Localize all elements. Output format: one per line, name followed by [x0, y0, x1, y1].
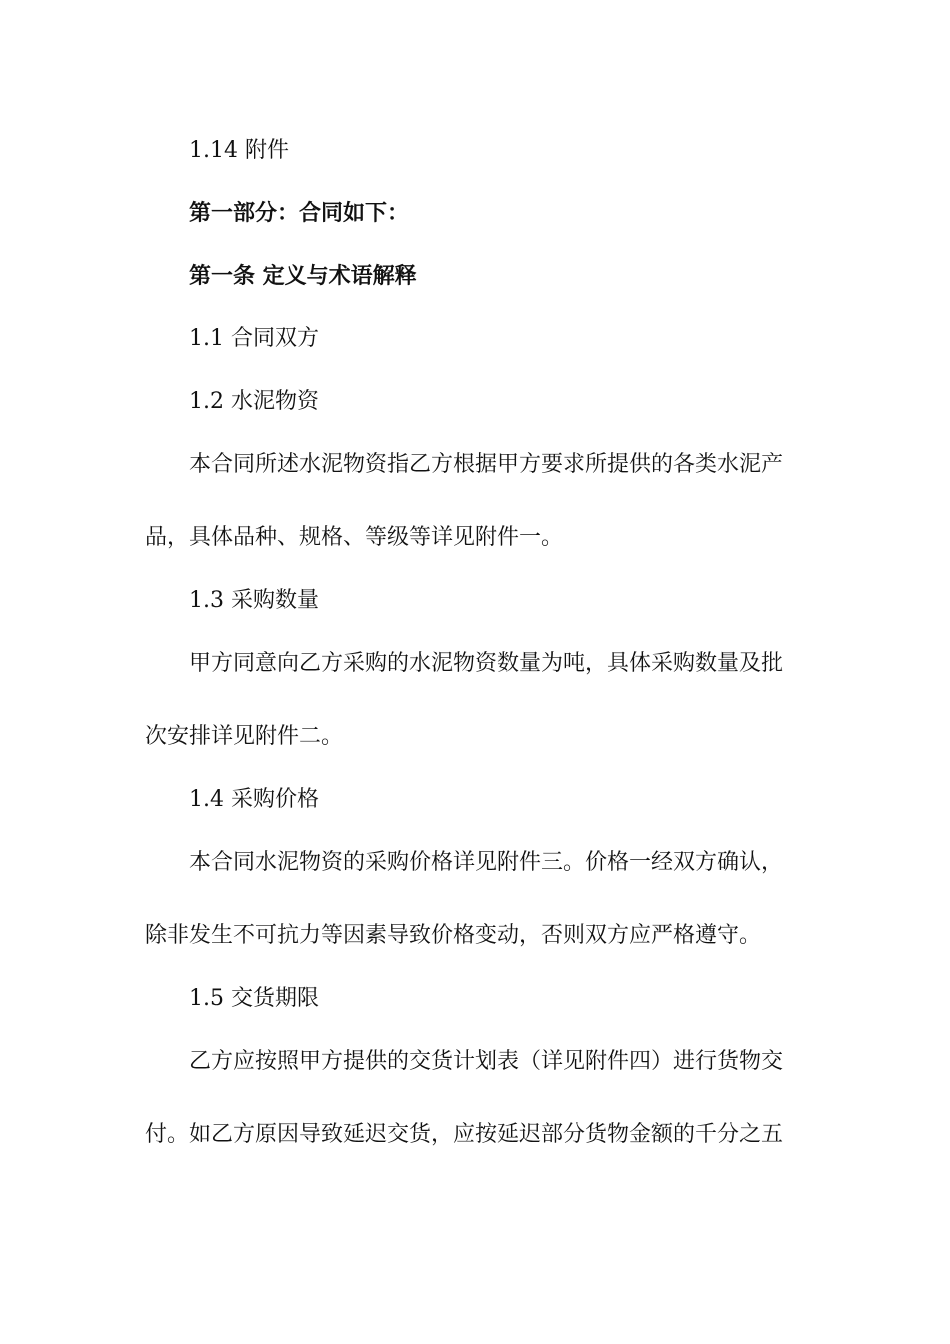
paragraph-line: 品，具体品种、规格、等级等详见附件一。	[145, 525, 564, 550]
section-heading-1-2: 1.2 水泥物资	[189, 389, 319, 414]
section-heading-1-14: 1.14 附件	[189, 138, 289, 163]
section-heading-1-4: 1.4 采购价格	[189, 787, 319, 812]
paragraph-line: 甲方同意向乙方采购的水泥物资数量为吨，具体采购数量及批	[189, 651, 784, 676]
paragraph-line: 本合同水泥物资的采购价格详见附件三。价格一经双方确认，	[189, 850, 784, 875]
paragraph-line: 乙方应按照甲方提供的交货计划表（详见附件四）进行货物交	[189, 1049, 784, 1074]
paragraph-line: 次安排详见附件二。	[145, 724, 344, 749]
part-heading: 第一部分：合同如下：	[189, 201, 410, 226]
article-heading: 第一条 定义与术语解释	[189, 264, 417, 289]
section-heading-1-3: 1.3 采购数量	[189, 588, 319, 613]
section-heading-1-5: 1.5 交货期限	[189, 986, 319, 1011]
paragraph-line: 除非发生不可抗力等因素导致价格变动，否则双方应严格遵守。	[145, 923, 762, 948]
paragraph-line: 付。如乙方原因导致延迟交货，应按延迟部分货物金额的千分之五	[145, 1122, 784, 1147]
paragraph-line: 本合同所述水泥物资指乙方根据甲方要求所提供的各类水泥产	[189, 452, 784, 477]
section-heading-1-1: 1.1 合同双方	[189, 326, 319, 351]
